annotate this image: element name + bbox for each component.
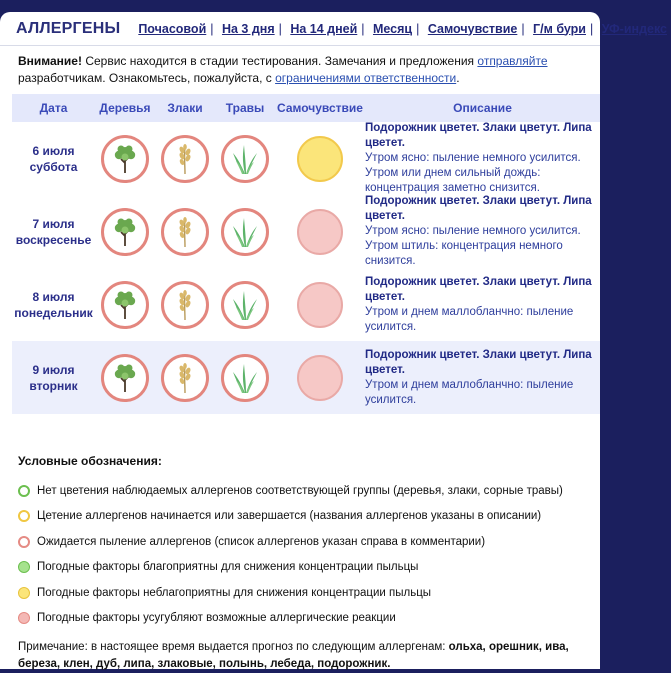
header	[0, 12, 667, 46]
date-weekday: вторник	[29, 378, 78, 393]
weed-icon	[221, 135, 269, 183]
row-date	[12, 362, 95, 394]
tree-icon	[101, 281, 149, 329]
description-headline: Подорожник цветет. Злаки цветут. Липа цветет.	[365, 348, 592, 376]
grasses-cell	[155, 135, 215, 183]
grasses-cell	[155, 281, 215, 329]
top-nav: Почасовой | На 3 дня | На 14 дней | Месяц | Самочувствие | Г/м бури | УФ-индекс	[138, 21, 667, 36]
table-row	[12, 122, 600, 195]
nav-geomagnetic[interactable]: Г/м бури	[533, 21, 586, 36]
allergen-note	[18, 639, 588, 673]
row-date	[12, 216, 95, 248]
description-text: Утром и днем маллобланчно: пыление усилится.	[365, 378, 574, 406]
date-weekday: воскресенье	[15, 232, 92, 247]
table-header	[12, 94, 600, 122]
legend-item	[18, 478, 588, 504]
nav-uv-index[interactable]: УФ-индекс	[601, 21, 667, 36]
weed-icon	[221, 208, 269, 256]
row-description	[365, 121, 600, 196]
col-weeds: Травы	[225, 101, 265, 115]
notice-text-1: Сервис находится в стадии тестирования. Замечания и предложения	[81, 54, 478, 68]
col-grasses: Злаки	[167, 101, 203, 115]
row-date	[12, 289, 95, 321]
tree-icon	[101, 354, 149, 402]
grasses-cell	[155, 208, 215, 256]
app-frame	[0, 12, 667, 670]
red-ring-icon	[18, 536, 30, 548]
description-text: Утром и днем маллобланчно: пыление усилится.	[365, 305, 574, 333]
note-prefix: Примечание: в настоящее время выдается прогноз по следующим аллергенам:	[18, 641, 449, 653]
weed-icon	[221, 354, 269, 402]
legend-title: Условные обозначения:	[18, 454, 162, 468]
forecast-table	[12, 94, 600, 414]
tree-icon	[101, 208, 149, 256]
notice-bold: Внимание!	[18, 54, 82, 68]
col-description: Описание	[453, 101, 512, 115]
nav-wellbeing[interactable]: Самочувствие	[427, 21, 518, 36]
disclaimer-link[interactable]: ограничениями ответственности	[275, 71, 457, 85]
col-wellbeing: Самочувствие	[277, 101, 363, 115]
legend-text: Погодные факторы усугубляют возможные аллергические реакции	[37, 612, 396, 625]
legend-item	[18, 504, 588, 530]
wellbeing-cell	[275, 136, 365, 182]
grasses-cell	[155, 354, 215, 402]
date-weekday: суббота	[29, 159, 78, 174]
date-day: 7 июля	[32, 216, 75, 231]
legend-item	[18, 580, 588, 606]
grass-icon	[161, 135, 209, 183]
nav-3-days[interactable]: На 3 дня	[221, 21, 275, 36]
grass-icon	[161, 354, 209, 402]
weeds-cell	[215, 281, 275, 329]
red-dot-icon	[18, 612, 30, 624]
col-trees: Деревья	[99, 101, 151, 115]
note-allergen-list: ольха, орешник, ива, береза, клен, дуб, липа, злаковые, полынь, лебеда, подорожник.	[18, 641, 569, 670]
row-description	[365, 194, 600, 269]
date-day: 9 июля	[32, 362, 75, 377]
grass-icon	[161, 281, 209, 329]
feedback-link[interactable]: отправляйте	[477, 54, 548, 68]
row-description	[365, 348, 600, 408]
legend	[18, 454, 588, 673]
weeds-cell	[215, 135, 275, 183]
nav-hourly[interactable]: Почасовой	[138, 21, 207, 36]
table-row	[12, 195, 600, 268]
notice-text-2: разработчикам. Ознакомьтесь, пожалуйста, с	[18, 71, 276, 85]
trees-cell	[95, 208, 155, 256]
trees-cell	[95, 135, 155, 183]
yellow-ring-icon	[18, 510, 30, 522]
nav-14-days[interactable]: На 14 дней	[290, 21, 358, 36]
legend-text: Ожидается пыление аллергенов (список аллергенов указан справа в комментарии)	[37, 535, 486, 548]
notice	[0, 46, 600, 87]
page-title: АЛЛЕРГЕНЫ	[16, 19, 121, 37]
tree-icon	[101, 135, 149, 183]
description-headline: Подорожник цветет. Злаки цветут. Липа цветет.	[365, 275, 592, 303]
green-dot-icon	[18, 561, 30, 573]
legend-text: Погодные факторы неблагоприятны для снижения концентрации пыльцы	[37, 586, 432, 599]
date-weekday: понедельник	[14, 305, 93, 320]
wellbeing-cell	[275, 209, 365, 255]
table-row	[12, 268, 600, 341]
description-headline: Подорожник цветет. Злаки цветут. Липа цветет.	[365, 195, 592, 222]
wellbeing-indicator	[297, 209, 343, 255]
description-headline: Подорожник цветет. Злаки цветут. Липа цветет.	[365, 122, 592, 149]
wellbeing-indicator	[297, 282, 343, 328]
yellow-dot-icon	[18, 587, 30, 599]
table-row	[12, 341, 600, 414]
col-date: Дата	[39, 101, 68, 115]
weeds-cell	[215, 354, 275, 402]
notice-text-3: .	[456, 71, 460, 85]
legend-text: Цетение аллергенов начинается или завершается (названия аллергенов указаны в описании)	[37, 510, 542, 523]
description-text: Утром ясно: пыление немного усилится. Утром штиль: концентрация немного снизится.	[365, 225, 581, 267]
legend-item	[18, 529, 588, 555]
description-text: Утром ясно: пыление немного усилится. Утром или днем сильный дождь: концентрация заметно снизится.	[365, 152, 581, 194]
legend-item	[18, 555, 588, 581]
green-ring-icon	[18, 485, 30, 497]
wellbeing-indicator	[297, 136, 343, 182]
trees-cell	[95, 354, 155, 402]
legend-item	[18, 606, 588, 632]
weeds-cell	[215, 208, 275, 256]
wellbeing-cell	[275, 355, 365, 401]
weed-icon	[221, 281, 269, 329]
legend-text: Нет цветения наблюдаемых аллергенов соответствующей группы (деревья, злаки, сорные травы)	[37, 484, 563, 497]
date-day: 8 июля	[32, 289, 75, 304]
wellbeing-indicator	[297, 355, 343, 401]
wellbeing-cell	[275, 282, 365, 328]
grass-icon	[161, 208, 209, 256]
trees-cell	[95, 281, 155, 329]
row-date	[12, 143, 95, 175]
date-day: 6 июля	[32, 143, 75, 158]
legend-text: Погодные факторы благоприятны для снижения концентрации пыльцы	[37, 561, 419, 574]
nav-month[interactable]: Месяц	[372, 21, 413, 36]
row-description	[365, 275, 600, 335]
